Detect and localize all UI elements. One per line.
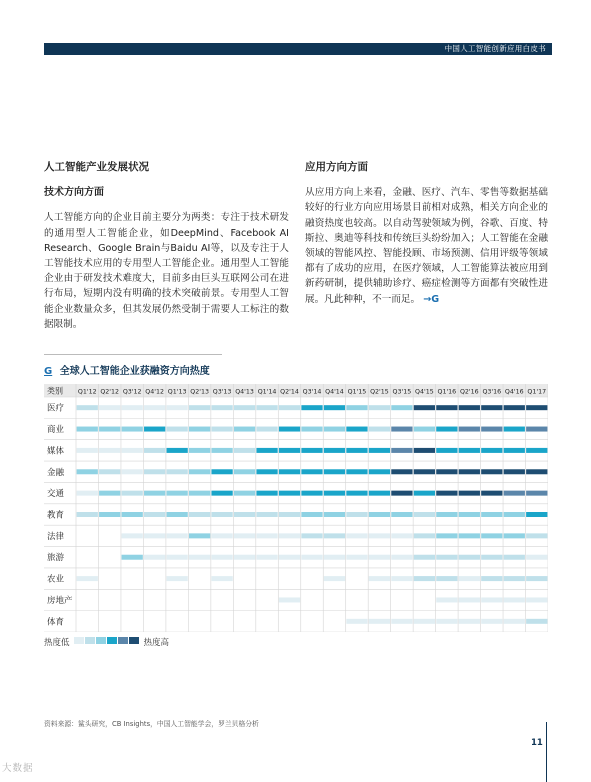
heatmap-cell	[211, 512, 232, 517]
application-direction-paragraph	[305, 185, 548, 307]
heatmap-column-label: Q1'17	[527, 388, 547, 396]
heatmap-column-label: Q3'16	[482, 388, 502, 396]
heatmap-cell	[481, 448, 502, 453]
heatmap-cell	[526, 427, 547, 432]
heatmap-cell	[234, 533, 255, 538]
heatmap-column-label: Q3'15	[392, 388, 412, 396]
heatmap-row-label: 交通	[47, 489, 65, 500]
heatmap-cell	[234, 469, 255, 474]
heatmap-cell	[346, 576, 367, 581]
heatmap-cell	[122, 469, 143, 474]
heatmap-cell	[391, 427, 412, 432]
heatmap-row-label: 媒体	[47, 446, 65, 457]
heatmap-cell	[77, 576, 98, 581]
heatmap-cell	[504, 597, 525, 602]
heatmap-cell	[459, 555, 480, 560]
heatmap-cell	[279, 576, 300, 581]
heatmap-cell	[279, 533, 300, 538]
heatmap-cell	[99, 491, 120, 496]
heatmap-cell	[189, 533, 210, 538]
heatmap-cell	[144, 469, 165, 474]
heatmap-cell	[211, 619, 232, 624]
heatmap-cell	[481, 405, 502, 410]
heatmap-cell	[77, 597, 98, 602]
right-column	[305, 160, 548, 307]
heatmap-cell	[99, 512, 120, 517]
heatmap-cell	[211, 491, 232, 496]
heatmap-cell	[324, 576, 345, 581]
heatmap-cell	[234, 405, 255, 410]
heatmap-cell	[144, 448, 165, 453]
heatmap-cell	[122, 491, 143, 496]
watermark: 大数据	[2, 763, 34, 774]
heat-legend	[44, 636, 173, 648]
heatmap-cell	[189, 491, 210, 496]
heatmap-cell	[301, 533, 322, 538]
heatmap-cell	[459, 405, 480, 410]
heatmap-cell	[481, 576, 502, 581]
heatmap-row-label: 房地产	[47, 595, 73, 606]
heatmap-cell	[504, 448, 525, 453]
heatmap-cell	[526, 469, 547, 474]
heatmap-cell	[234, 512, 255, 517]
heatmap-cell	[436, 427, 457, 432]
heatmap-cell	[167, 555, 188, 560]
heatmap-cell	[167, 427, 188, 432]
heatmap-column-label: Q3'14	[302, 388, 322, 396]
heatmap-cell	[526, 576, 547, 581]
heatmap-cell	[279, 597, 300, 602]
heatmap-cell	[346, 405, 367, 410]
heatmap-cell	[324, 448, 345, 453]
heatmap-cell	[369, 619, 390, 624]
heatmap-cell	[504, 533, 525, 538]
heatmap-cell	[256, 491, 277, 496]
heatmap-cell	[211, 597, 232, 602]
heatmap-column-label: Q2'16	[459, 388, 479, 396]
heatmap-cell	[189, 576, 210, 581]
heatmap-cell	[436, 555, 457, 560]
heatmap-column-label: Q1'12	[77, 388, 97, 396]
heatmap-cell	[234, 448, 255, 453]
heatmap-cell	[504, 512, 525, 517]
heatmap-corner-label: 类别	[47, 386, 63, 396]
application-direction-heading: 应用方向方面	[305, 161, 368, 173]
heatmap-cell	[167, 533, 188, 538]
heatmap-cell	[504, 619, 525, 624]
heatmap-cell	[144, 491, 165, 496]
heatmap-cell	[369, 512, 390, 517]
application-paragraph-text: 从应用方向上来看，金融、医疗、汽车、零售等数据基础较好的行业方向应用场景目前相对成熟，相关方向企业的融资热度也较高。以自动驾驶领域为例，谷歌、百度、特斯拉、奥迪等科技和传统巨头纷纷加入；人工智能在金融领域的智能风控、智能投顾、市场预测、信用评级等领域都有了成功的应用，在医疗领域，人工智能算法被应用到新药研制，提供辅助诊疗、癌症检测等方面都有突破性进展。凡此种种，不一而足。	[305, 187, 548, 305]
heatmap-cell	[301, 619, 322, 624]
heatmap-cell	[211, 448, 232, 453]
heatmap-cell	[301, 555, 322, 560]
legend-low-label: 热度低	[44, 638, 70, 648]
heatmap-cell	[99, 597, 120, 602]
heatmap-cell	[256, 555, 277, 560]
heatmap-cell	[77, 469, 98, 474]
heatmap-cell	[279, 555, 300, 560]
heatmap-cell	[234, 619, 255, 624]
header-title: 中国人工智能创新应用白皮书	[444, 44, 546, 53]
chart-title-text: 全球人工智能企业获融资方向热度	[59, 366, 210, 377]
heatmap-cell	[122, 555, 143, 560]
heatmap-cell	[99, 533, 120, 538]
heatmap-cell	[144, 619, 165, 624]
heatmap-cell	[301, 512, 322, 517]
heatmap-row-label: 教育	[47, 510, 65, 521]
heatmap-cell	[279, 448, 300, 453]
heatmap-cell	[189, 469, 210, 474]
heatmap-cell	[189, 448, 210, 453]
heatmap-cell	[436, 597, 457, 602]
heatmap-cell	[504, 405, 525, 410]
heatmap-cell	[391, 555, 412, 560]
heatmap-row-label: 农业	[47, 574, 65, 585]
heatmap-cell	[346, 448, 367, 453]
heatmap-cell	[211, 427, 232, 432]
heatmap-cell	[301, 448, 322, 453]
heatmap-cell	[301, 576, 322, 581]
tech-direction-heading: 技术方向方面	[44, 187, 104, 199]
heatmap-cell	[346, 469, 367, 474]
heatmap-cell	[346, 427, 367, 432]
heatmap-cell	[526, 448, 547, 453]
heatmap-cell	[122, 619, 143, 624]
heatmap-cell	[369, 469, 390, 474]
heatmap-cell	[144, 576, 165, 581]
heatmap-column-label: Q2'13	[190, 388, 209, 396]
heatmap-cell	[167, 619, 188, 624]
heatmap-cell	[369, 448, 390, 453]
heatmap-cell	[526, 405, 547, 410]
heatmap-cell	[369, 597, 390, 602]
heatmap-cell	[279, 512, 300, 517]
heatmap-cell	[414, 491, 435, 496]
heatmap-cell	[256, 469, 277, 474]
heatmap-cell	[526, 555, 547, 560]
heatmap-cell	[144, 512, 165, 517]
heatmap-column-label: Q1'16	[437, 388, 457, 396]
heatmap-cell	[234, 555, 255, 560]
heatmap-column-label: Q2'12	[100, 388, 120, 396]
heatmap-cell	[189, 619, 210, 624]
legend-swatches	[74, 637, 140, 647]
heatmap-cell	[324, 597, 345, 602]
heatmap-cell	[234, 491, 255, 496]
heatmap-cell	[414, 619, 435, 624]
heatmap-cell	[526, 533, 547, 538]
divider	[44, 354, 222, 355]
heatmap-cell	[99, 619, 120, 624]
legend-swatch	[129, 637, 139, 644]
heatmap-cell	[504, 555, 525, 560]
heatmap-cell	[167, 512, 188, 517]
heatmap-cell	[526, 491, 547, 496]
heatmap-cell	[167, 576, 188, 581]
heatmap-cell	[189, 512, 210, 517]
heatmap-cell	[346, 619, 367, 624]
heatmap-cell	[122, 512, 143, 517]
heatmap-cell	[526, 597, 547, 602]
heatmap-cell	[256, 512, 277, 517]
heatmap-cell	[234, 597, 255, 602]
heatmap-cell	[99, 469, 120, 474]
heatmap-cell	[189, 427, 210, 432]
heatmap-cell	[279, 427, 300, 432]
heatmap-cell	[189, 555, 210, 560]
heatmap-cell	[436, 469, 457, 474]
header-bar	[44, 43, 552, 55]
heatmap-cell	[234, 427, 255, 432]
heatmap-cell	[481, 427, 502, 432]
heatmap-cell	[414, 597, 435, 602]
heatmap-cell	[414, 469, 435, 474]
heatmap-cell	[256, 619, 277, 624]
heatmap-cell	[459, 469, 480, 474]
heatmap-cell	[189, 405, 210, 410]
heatmap-cell	[167, 597, 188, 602]
heatmap-cell	[346, 555, 367, 560]
heatmap-cell	[99, 427, 120, 432]
heatmap-cell	[481, 469, 502, 474]
heatmap-cell	[256, 405, 277, 410]
heatmap-cell	[144, 555, 165, 560]
heatmap-cell	[481, 597, 502, 602]
heatmap-cell	[459, 512, 480, 517]
heatmap-cell	[256, 597, 277, 602]
heatmap-column-label: Q4'15	[415, 388, 434, 396]
heatmap-cell	[234, 576, 255, 581]
heatmap-cell	[99, 405, 120, 410]
heatmap-cell	[77, 555, 98, 560]
heatmap-cell	[279, 469, 300, 474]
heatmap-cell	[391, 448, 412, 453]
heatmap-cell	[414, 576, 435, 581]
heatmap-cell	[391, 491, 412, 496]
heatmap-cell	[481, 512, 502, 517]
heatmap-cell	[301, 427, 322, 432]
heatmap-cell	[369, 533, 390, 538]
heatmap-cell	[436, 576, 457, 581]
heatmap-cell	[324, 491, 345, 496]
heatmap-cell	[167, 491, 188, 496]
heatmap-column-label: Q4'16	[504, 388, 524, 396]
heatmap-cell	[189, 597, 210, 602]
heatmap-cell	[436, 448, 457, 453]
source-note: 资料来源：鲨头研究，CB Insights，中国人工智能学会，罗兰贝格分析	[44, 720, 259, 728]
heatmap-cell	[279, 491, 300, 496]
heatmap-cell	[122, 405, 143, 410]
heatmap-cell	[279, 619, 300, 624]
heatmap-cell	[167, 469, 188, 474]
heatmap-cell	[211, 576, 232, 581]
heatmap-cell	[391, 469, 412, 474]
left-column	[44, 160, 289, 332]
legend-swatch	[107, 637, 117, 644]
heatmap-cell	[122, 427, 143, 432]
heatmap-cell	[144, 405, 165, 410]
heatmap-cell	[77, 448, 98, 453]
heatmap-cell	[369, 555, 390, 560]
heatmap-cell	[504, 427, 525, 432]
heatmap-cell	[77, 619, 98, 624]
heatmap-cell	[414, 512, 435, 517]
heatmap-column-label: Q4'14	[325, 388, 344, 396]
heatmap-column-label: Q1'14	[257, 388, 277, 396]
heatmap-cell	[459, 576, 480, 581]
heatmap-cell	[504, 491, 525, 496]
heatmap-cell	[324, 533, 345, 538]
heatmap-cell	[436, 619, 457, 624]
heatmap-cell	[414, 405, 435, 410]
heatmap-cell	[391, 619, 412, 624]
heatmap-cell	[436, 533, 457, 538]
page-number-rule	[546, 722, 547, 782]
heatmap-cell	[369, 576, 390, 581]
heatmap-cell	[99, 448, 120, 453]
heatmap-cell	[77, 512, 98, 517]
heatmap-column-label: Q4'13	[235, 388, 254, 396]
heatmap-cell	[414, 427, 435, 432]
heatmap-cell	[122, 533, 143, 538]
legend-high-label: 热度高	[143, 638, 170, 648]
heatmap-cell	[481, 491, 502, 496]
heatmap-cell	[346, 491, 367, 496]
heatmap-cell	[481, 619, 502, 624]
heatmap-cell	[256, 533, 277, 538]
heatmap-cell	[414, 555, 435, 560]
heatmap-row-label: 医疗	[47, 403, 65, 414]
heatmap-cell	[391, 512, 412, 517]
heatmap-cell	[369, 405, 390, 410]
legend-swatch	[85, 637, 95, 644]
heatmap-row-label: 旅游	[47, 553, 65, 564]
heatmap-cell	[459, 597, 480, 602]
heatmap-cell	[144, 597, 165, 602]
heatmap-row-label: 商业	[47, 425, 65, 436]
heatmap-cell	[301, 491, 322, 496]
heatmap-cell	[256, 576, 277, 581]
heatmap-cell	[391, 576, 412, 581]
heatmap-column-label: Q1'13	[167, 388, 187, 396]
heatmap-cell	[144, 427, 165, 432]
heatmap-cell	[324, 405, 345, 410]
heatmap-cell	[211, 469, 232, 474]
heatmap-column-label: Q2'14	[280, 388, 299, 396]
heatmap-cell	[211, 533, 232, 538]
heatmap-cell	[324, 469, 345, 474]
heatmap-cell	[459, 619, 480, 624]
figure-g-icon: G	[44, 366, 53, 377]
heatmap-cell	[301, 405, 322, 410]
heatmap-column-label: Q2'15	[370, 388, 389, 396]
heatmap-cell	[122, 576, 143, 581]
heatmap-cell	[369, 491, 390, 496]
heatmap-cell	[211, 555, 232, 560]
heatmap-cell	[436, 405, 457, 410]
heatmap-cell	[346, 597, 367, 602]
chart-title	[44, 362, 210, 377]
heatmap-cell	[211, 405, 232, 410]
heatmap-cell	[77, 533, 98, 538]
heatmap-cell	[346, 512, 367, 517]
heatmap-cell	[256, 427, 277, 432]
heatmap-row-label: 金融	[47, 467, 65, 478]
heatmap-cell	[122, 448, 143, 453]
heatmap-cell	[77, 491, 98, 496]
heatmap-cell	[144, 533, 165, 538]
heatmap-cell	[324, 619, 345, 624]
heatmap-cell	[526, 512, 547, 517]
heatmap-cell	[77, 427, 98, 432]
legend-swatch	[74, 637, 84, 644]
heatmap-cell	[436, 512, 457, 517]
heatmap-cell	[459, 427, 480, 432]
heatmap-cell	[279, 405, 300, 410]
heatmap-cell	[459, 533, 480, 538]
heatmap-cell	[391, 533, 412, 538]
heatmap-cell	[324, 555, 345, 560]
heatmap-column-label: Q3'12	[122, 388, 142, 396]
heatmap-cell	[526, 619, 547, 624]
heatmap-row-label: 法律	[47, 531, 65, 542]
heatmap-cell	[167, 405, 188, 410]
heatmap-cell	[99, 555, 120, 560]
heatmap-cell	[391, 597, 412, 602]
heatmap-cell	[122, 597, 143, 602]
page-number: 11	[531, 738, 543, 748]
heatmap-cell	[414, 533, 435, 538]
heatmap-cell	[391, 405, 412, 410]
heatmap-cell	[301, 597, 322, 602]
heatmap-cell	[459, 491, 480, 496]
heatmap-cell	[504, 469, 525, 474]
heatmap-column-label: Q1'15	[347, 388, 367, 396]
legend-swatch	[118, 637, 128, 644]
heatmap-cell	[256, 448, 277, 453]
heatmap-chart	[44, 384, 548, 632]
heatmap-column-label: Q4'12	[145, 388, 165, 396]
section-heading: 人工智能产业发展状况	[44, 161, 149, 173]
tech-direction-paragraph: 人工智能方向的企业目前主要分为两类：专注于技术研发的通用型人工智能企业，如DeepMind、Facebook AI Research、Google Brain与Baidu AI等，以及专注于人工智能技术应用的专用型人工智能企业。通用型人工智能企业由于研发技术难度大，目前多由巨头互联网公司在进行布局，短期内没有明确的技术突破前景。专用型人工智能企业数量众多，但其发展仍然受制于需要人工标注的数据限制。	[44, 212, 289, 330]
heatmap-cell	[369, 427, 390, 432]
heatmap-cell	[481, 533, 502, 538]
legend-swatch	[96, 637, 106, 644]
heatmap-cell	[414, 448, 435, 453]
heatmap-cell	[77, 405, 98, 410]
heatmap-cell	[324, 427, 345, 432]
heatmap-cell	[301, 469, 322, 474]
heatmap-cell	[324, 512, 345, 517]
heatmap-cell	[459, 448, 480, 453]
heatmap-cell	[167, 448, 188, 453]
heatmap-column-label: Q3'13	[212, 388, 232, 396]
heatmap-row-label: 体育	[47, 617, 65, 628]
heatmap-cell	[346, 533, 367, 538]
heatmap-cell	[481, 555, 502, 560]
heatmap-cell	[436, 491, 457, 496]
heatmap-cell	[99, 576, 120, 581]
figure-ref-link[interactable]: →G	[423, 293, 440, 305]
heatmap-cell	[504, 576, 525, 581]
